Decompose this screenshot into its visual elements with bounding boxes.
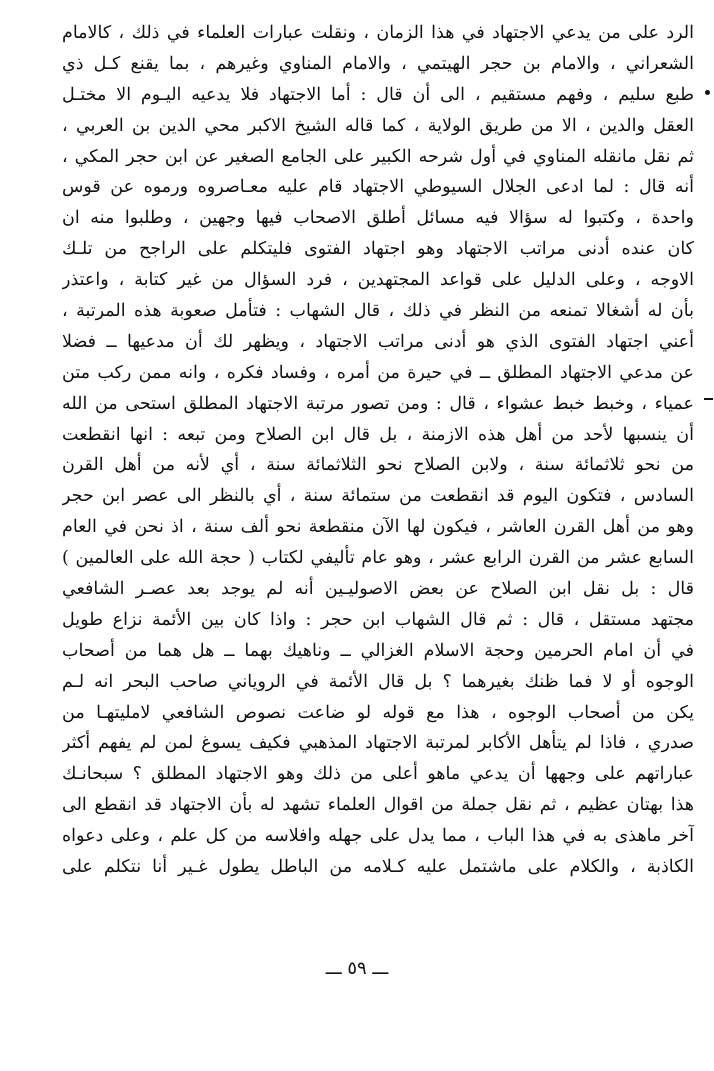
text-line: الشعراني ، والامام بن حجر الهيتمي ، والامام المناوي وغيرهم ، بما يقنع كـل ذي [62,53,694,74]
text-line: أعني اجتهاد الفتوى الذي هو أدنى مراتب الاجتهاد ، ويظهر لك أن مدعيها ــ فضلا [62,331,694,352]
text-line: طبع سليم ، وفهم مستقيم ، الى أن قال : أما الاجتهاد فلا يدعيه اليـوم الا مختـل [62,84,694,105]
text-line: السادس ، فتكون اليوم قد انقطعت من ستمائة سنة ، أي بالنظر الى عصر ابن حجر [62,486,694,507]
text-line: السابع عشر من القرن الرابع عشر ، وهو عام تأليفي لكتاب ( حجة الله على العالمين ) [62,548,694,569]
text-line: واحدة ، وكتبوا له سؤالا فيه مسائل أطلق الاصحاب فيها وجهين ، وطلبوا منه ان [62,208,694,229]
text-line: يكن من أصحاب الوجوه ، هذا مع قوله لو ضاعت نصوص الشافعي لامليتهـا من [62,702,694,723]
text-line: عمياء ، وخبط خبط عشواء ، قال : ومن تصور مرتبة الاجتهاد المطلق استحى من الله [62,393,694,414]
text-line: عباراتهم على وجهها أن يدعي ماهو أعلى من ذلك وهو الاجتهاد المطلق ؟ سبحانـك [62,764,694,785]
text-line: قال : بل نقل ابن الصلاح عن بعض الاصوليـين أنه لم يوجد بعد عصـر الشافعي [62,579,694,600]
text-line: كان عنده أدنى مراتب الاجتهاد وهو اجتهاد الفتوى فليتكلم على الراجح من تلـك [62,239,694,260]
text-line: وهو من أهل القرن العاشر ، فيكون لها الآن منقطعة نحو ألف سنة ، اذ نحن في العام [62,517,694,538]
page-number: ـــ ٥٩ ـــ [325,958,389,979]
text-line: العقل والدين ، الا من طريق الولاية ، كما قاله الشيخ الاكبر محي الدين بن العربي ، [62,115,694,136]
text-line: ثم نقل مانقله المناوي في أول شرحه الكبير على الجامع الصغير عن ابن حجر المكي ، [62,146,694,167]
margin-dash-mark [704,398,713,400]
text-line: مجتهد مستقل ، قال : ثم قال الشهاب ابن حجر : واذا كان بين الأئمة نزاع طويل [62,609,694,630]
text-line: الوجوه أو لا فما ظنك بغيرهما ؟ بل قال الأئمة في الروياني صاحب البحر انه لـم [62,671,694,692]
text-line: عن مدعي الاجتهاد المطلق ــ في حيرة من أمره ، وفساد فكره ، وانه ممن ركب متن [62,362,694,383]
text-line: الكاذبة ، والكلام على ماشتمل عليه كـلامه من الباطل يطول غـير أنا نتكلم على [62,857,694,878]
text-line: هذا بهتان عظيم ، ثم نقل جملة من اقوال العلماء تشهد له بأن الاجتهاد قد انقطع الى [62,795,694,816]
text-line: من نحو ثلاثمائة سنة ، ولابن الصلاح نحو الثلاثمائة سنة ، أي لأنه من أهل القرن [62,455,694,476]
text-line: الاوجه ، وعلى الدليل على قواعد المجتهدين ، فرد السؤال من غير كتابة ، واعتذر [62,270,694,291]
text-line: آخر ماهذى به في هذا الباب ، مما يدل على جهله وافلاسه من كل علم ، وعلى دعواه [62,826,694,847]
text-line: أنه قال : لما ادعى الجلال السيوطي الاجتهاد قام عليه معـاصروه ورموه عن قوس [62,177,694,198]
body-text [62,18,694,883]
text-line: الرد على من يدعي الاجتهاد في هذا الزمان ، ونقلت عبارات العلماء في ذلك ، كالامام [62,23,694,43]
text-line: أن ينسبها لأحد من أهل هذه الازمنة ، بل قال ابن الصلاح ومن تبعه : انها انقطعت [62,424,694,445]
text-line: بأن له أشغالا تمنعه من النظر في ذلك ، قال الشهاب : فتأمل صعوبة هذه المرتبة ، [62,301,694,322]
text-line: صدري ، فاذا لم يتأهل الأكابر لمرتبة الاجتهاد المذهبي فكيف يسوغ لمن لم يفهم أكثر [62,733,694,754]
text-line: في أن امام الحرمين وحجة الاسلام الغزالي ــ وناهيك بهما ــ هل هما من أصحاب [62,640,694,661]
margin-dot-mark [705,90,710,95]
